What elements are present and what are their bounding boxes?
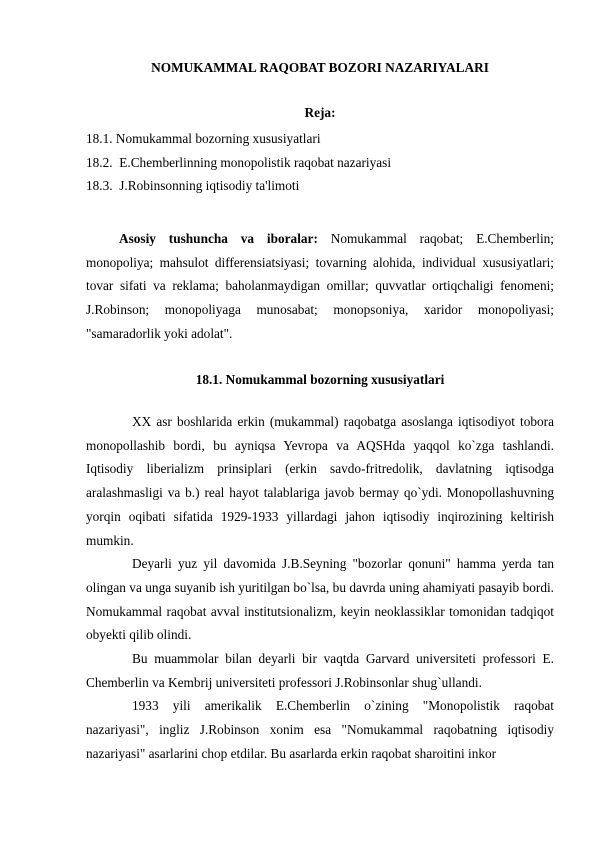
key-terms-label: Asosiy tushuncha va iboralar: xyxy=(119,231,318,246)
section-heading: 18.1. Nomukammal bozorning xususiyatlari xyxy=(195,372,445,387)
body-paragraph: XX asr boshlarida erkin (mukammal) raqobatga asoslanga iqtisodiyot tobora monopollashib bordi, bu ayniqsa Yevropa va AQSHda yaqqol ko`zga tashlandi. Iqtisodiy liberializm prinsiplari (erkin savdo-fritredolik, davlatning iqtisodga aralashmasligi va b.) real hayot talablariga javob bermay qo`ydi. Monopollashuvning yorqin oqibati sifatida 1929-1933 yillardagi jahon iqtisodiy inqirozining keltirish mumkin. xyxy=(86,414,554,548)
plan-heading: Reja: xyxy=(304,105,336,120)
body-paragraph: Deyarli yuz yil davomida J.B.Seyning "bozorlar qonuni" hamma yerda tan olingan va unga suyanib ish yuritilgan bo`lsa, bu davrda uning ahamiyati pasayib bordi. Nomukammal raqobat avval institutsionalizm, keyin neoklassiklar tomonidan tadqiqot obyekti qilib olindi. xyxy=(86,556,554,643)
key-terms-paragraph xyxy=(86,227,554,346)
plan-list xyxy=(86,127,554,198)
plan-item: 18.2. E.Chemberlinning monopolistik raqobat nazariyasi xyxy=(86,154,392,170)
section-body xyxy=(86,410,554,766)
body-paragraph: Bu muammolar bilan deyarli bir vaqtda Garvard universiteti professori E. Chemberlin va Kembrij universiteti professori J.Robinsonlar shug`ullandi. xyxy=(86,651,554,690)
document-title: NOMUKAMMAL RAQOBAT BOZORI NAZARIYALARI xyxy=(151,60,489,75)
body-paragraph: 1933 yili amerikalik E.Chemberlin o`zining "Monopolistik raqobat nazariyasi", ingliz J.Robinson xonim esa "Nomukammal raqobatning iqtisodiy nazariyasi" asarlarini chop etdilar. Bu asarlarda erkin raqobat sharoitini inkor xyxy=(86,698,554,761)
plan-item: 18.1. Nomukammal bozorning xususiyatlari xyxy=(86,131,321,146)
plan-item: 18.3. J.Robinsonning iqtisodiy ta'limoti xyxy=(86,178,300,194)
key-terms-text: Nomukammal raqobat; E.Chemberlin; monopoliya; mahsulot differensiatsiyasi; tovarning alohida, individual xususiyatlari; tovar sifati va reklama; baholanmaydigan omillar; quvvatlar ortiqchaligi fenomeni; J.Robinson; monopoliyaga munosabat; monopsoniya, xaridor monopoliyasi; "samaradorlik yoki adolat". xyxy=(86,231,554,341)
